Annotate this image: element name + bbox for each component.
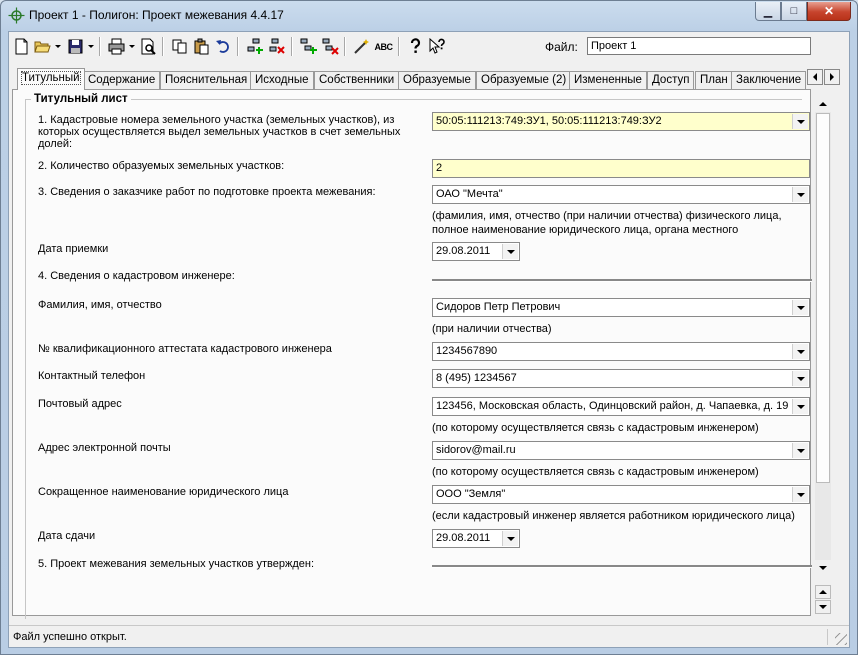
customer-label: 3. Сведения о заказчике работ по подготовке проекта межевания: xyxy=(38,186,376,198)
tab-changed[interactable]: Измененные xyxy=(569,71,647,90)
window-controls xyxy=(755,2,851,22)
phone-combo[interactable] xyxy=(432,369,810,388)
attestat-combo[interactable] xyxy=(432,342,810,361)
delivery-date-picker[interactable] xyxy=(432,529,520,548)
address-note: (по которому осуществляется связь с кадастровым инженером) xyxy=(432,422,759,434)
email-note: (по которому осуществляется связь с кадастровым инженером) xyxy=(432,466,759,478)
delete-item-button[interactable] xyxy=(267,36,288,57)
status-text: Файл успешно открыт. xyxy=(13,631,127,643)
pointer-help-icon xyxy=(429,38,446,55)
new-button[interactable] xyxy=(11,36,32,57)
customer-note-2: полное наименование юридического лица, органа местного xyxy=(432,224,739,236)
maximize-button[interactable] xyxy=(781,2,807,21)
parcel-count-input[interactable] xyxy=(432,159,810,178)
tab-scroll-left-button[interactable] xyxy=(807,69,823,85)
email-combo[interactable] xyxy=(432,441,810,460)
undo-arrow-icon xyxy=(215,38,232,55)
magic-button[interactable] xyxy=(351,36,372,57)
accept-date-label: Дата приемки xyxy=(38,243,109,255)
print-button[interactable] xyxy=(106,36,127,57)
chevron-down-icon[interactable] xyxy=(792,300,808,315)
scroll-down-button[interactable] xyxy=(815,560,831,576)
org-value: ООО "Земля" xyxy=(436,488,506,500)
tab-plan[interactable]: План xyxy=(695,71,733,90)
file-label: Файл: xyxy=(545,40,578,54)
help-button[interactable] xyxy=(405,36,426,57)
open-button[interactable] xyxy=(32,36,53,57)
delivery-date-label: Дата сдачи xyxy=(38,530,96,542)
org-combo[interactable] xyxy=(432,485,810,504)
address-label: Почтовый адрес xyxy=(38,398,122,410)
save-dropdown-arrow[interactable] xyxy=(86,36,95,57)
attestat-label: № квалификационного аттестата кадастрового инженера xyxy=(38,343,332,355)
fio-label: Фамилия, имя, отчество xyxy=(38,299,162,311)
chevron-down-icon[interactable] xyxy=(792,371,808,386)
chevron-down-icon[interactable] xyxy=(792,114,808,129)
chevron-down-icon[interactable] xyxy=(502,531,518,546)
chevron-down-icon[interactable] xyxy=(792,344,808,359)
accept-date-value: 29.08.2011 xyxy=(436,245,491,257)
address-combo[interactable] xyxy=(432,397,810,416)
spellcheck-icon: ABC xyxy=(374,41,393,52)
tab-scroll-right-button[interactable] xyxy=(824,69,840,85)
new-document-icon xyxy=(13,38,30,55)
tab-owners[interactable]: Собственники xyxy=(314,71,399,90)
toolbar-separator xyxy=(162,37,164,56)
email-value: sidorov@mail.ru xyxy=(436,444,516,456)
customer-combo[interactable] xyxy=(432,185,810,204)
tab-explanatory[interactable]: Пояснительная xyxy=(160,71,252,90)
page-scroll-up-button[interactable] xyxy=(815,585,831,599)
page-scroll-down-button[interactable] xyxy=(815,600,831,614)
tab-conclusion[interactable]: Заключение xyxy=(731,71,806,90)
copy-button[interactable] xyxy=(169,36,190,57)
toolbar-separator xyxy=(99,37,101,56)
tab-strip xyxy=(17,68,807,90)
tab-access[interactable]: Доступ xyxy=(647,71,694,90)
print-preview-icon xyxy=(140,38,157,55)
cadastral-numbers-combo[interactable] xyxy=(432,112,810,131)
status-pane-divider xyxy=(827,629,828,645)
open-dropdown-arrow[interactable] xyxy=(53,36,62,57)
org-note: (если кадастровый инженер является работником юридического лица) xyxy=(432,510,795,522)
context-help-button[interactable] xyxy=(427,36,448,57)
fio-value: Сидоров Петр Петрович xyxy=(436,301,561,313)
add-tree-item-icon xyxy=(247,38,264,55)
print-dropdown-arrow[interactable] xyxy=(127,36,136,57)
tab-contents[interactable]: Содержание xyxy=(83,71,160,90)
undo-button[interactable] xyxy=(213,36,234,57)
scroll-up-button[interactable] xyxy=(815,96,831,112)
fio-combo[interactable] xyxy=(432,298,810,317)
preview-button[interactable] xyxy=(138,36,159,57)
toolbar xyxy=(9,32,849,60)
delivery-date-value: 29.08.2011 xyxy=(436,532,491,544)
save-button[interactable] xyxy=(65,36,86,57)
floppy-disk-icon xyxy=(67,38,84,55)
cadastral-numbers-label: 1. Кадастровые номера земельного участка (земельных участков), из которых осуществляется выдел земельных участков в счет земельных долей: xyxy=(38,114,401,150)
cadastral-numbers-value: 50:05:111213:749:ЗУ1, 50:05:111213:749:ЗУ2 xyxy=(436,115,662,127)
minimize-icon: ▁ xyxy=(763,5,773,18)
customer-note-1: (фамилия, имя, отчество (при наличии отчества) физического лица, xyxy=(432,210,782,222)
address-value: 123456, Московская область, Одинцовский район, д. Чапаевка, д. 19 xyxy=(436,400,789,412)
delete-subitem-icon xyxy=(322,38,339,55)
add-subitem-button[interactable] xyxy=(298,36,319,57)
chevron-down-icon[interactable] xyxy=(792,487,808,502)
parcel-count-value: 2 xyxy=(436,162,443,174)
accept-date-picker[interactable] xyxy=(432,242,520,261)
tab-formed-2[interactable]: Образуемые (2) xyxy=(476,71,571,90)
approved-label: 5. Проект межевания земельных участков утвержден: xyxy=(38,558,315,570)
maximize-icon: □ xyxy=(790,5,798,17)
group-legend: Титульный лист xyxy=(31,93,131,105)
section-separator xyxy=(432,565,812,568)
minimize-button[interactable] xyxy=(755,2,781,21)
file-name-input[interactable]: Проект 1 xyxy=(587,37,811,55)
title-bar[interactable] xyxy=(1,1,857,31)
toolbar-separator xyxy=(291,37,293,56)
engineer-section-label: 4. Сведения о кадастровом инженере: xyxy=(38,270,235,282)
chevron-down-icon[interactable] xyxy=(792,399,808,414)
customer-value: ОАО "Мечта" xyxy=(436,188,503,200)
add-subitem-icon xyxy=(300,38,317,55)
printer-icon xyxy=(108,38,125,55)
delete-subitem-button[interactable] xyxy=(320,36,341,57)
toolbar-separator xyxy=(237,37,239,56)
copy-icon xyxy=(171,38,188,55)
spellcheck-button[interactable] xyxy=(373,36,394,57)
tab-title[interactable]: Титульный xyxy=(17,68,85,90)
paste-button[interactable] xyxy=(191,36,212,57)
add-item-button[interactable] xyxy=(245,36,266,57)
scroll-thumb[interactable] xyxy=(816,113,830,483)
parcel-count-label: 2. Количество образуемых земельных участков: xyxy=(38,160,285,172)
org-label: Сокращенное наименование юридического лица xyxy=(38,486,289,498)
tab-source[interactable]: Исходные xyxy=(250,71,314,90)
toolbar-separator xyxy=(344,37,346,56)
paste-clipboard-icon xyxy=(193,38,210,55)
toolbar-separator xyxy=(398,37,400,56)
client-area xyxy=(8,31,850,648)
attestat-value: 1234567890 xyxy=(436,345,498,357)
section-separator xyxy=(432,279,812,282)
phone-value: 8 (495) 1234567 xyxy=(436,372,517,384)
chevron-down-icon[interactable] xyxy=(792,443,808,458)
app-crosshair-icon xyxy=(8,7,25,24)
delete-tree-item-icon xyxy=(269,38,286,55)
fio-note: (при наличии отчества) xyxy=(432,323,552,335)
chevron-down-icon[interactable] xyxy=(502,244,518,259)
title-page-panel xyxy=(12,89,811,616)
chevron-down-icon[interactable] xyxy=(792,187,808,202)
tab-formed[interactable]: Образуемые xyxy=(398,71,476,90)
window-title: Проект 1 - Полигон: Проект межевания 4.4.17 xyxy=(29,8,284,22)
close-button[interactable] xyxy=(807,2,851,21)
resize-grip-icon[interactable] xyxy=(835,633,847,645)
close-icon: ✕ xyxy=(823,4,835,18)
magic-wand-icon xyxy=(353,38,370,55)
email-label: Адрес электронной почты xyxy=(38,442,171,454)
open-folder-icon xyxy=(34,38,51,55)
vertical-scrollbar[interactable] xyxy=(815,96,831,576)
question-mark-icon xyxy=(407,38,424,55)
status-bar xyxy=(9,625,849,647)
phone-label: Контактный телефон xyxy=(38,370,146,382)
